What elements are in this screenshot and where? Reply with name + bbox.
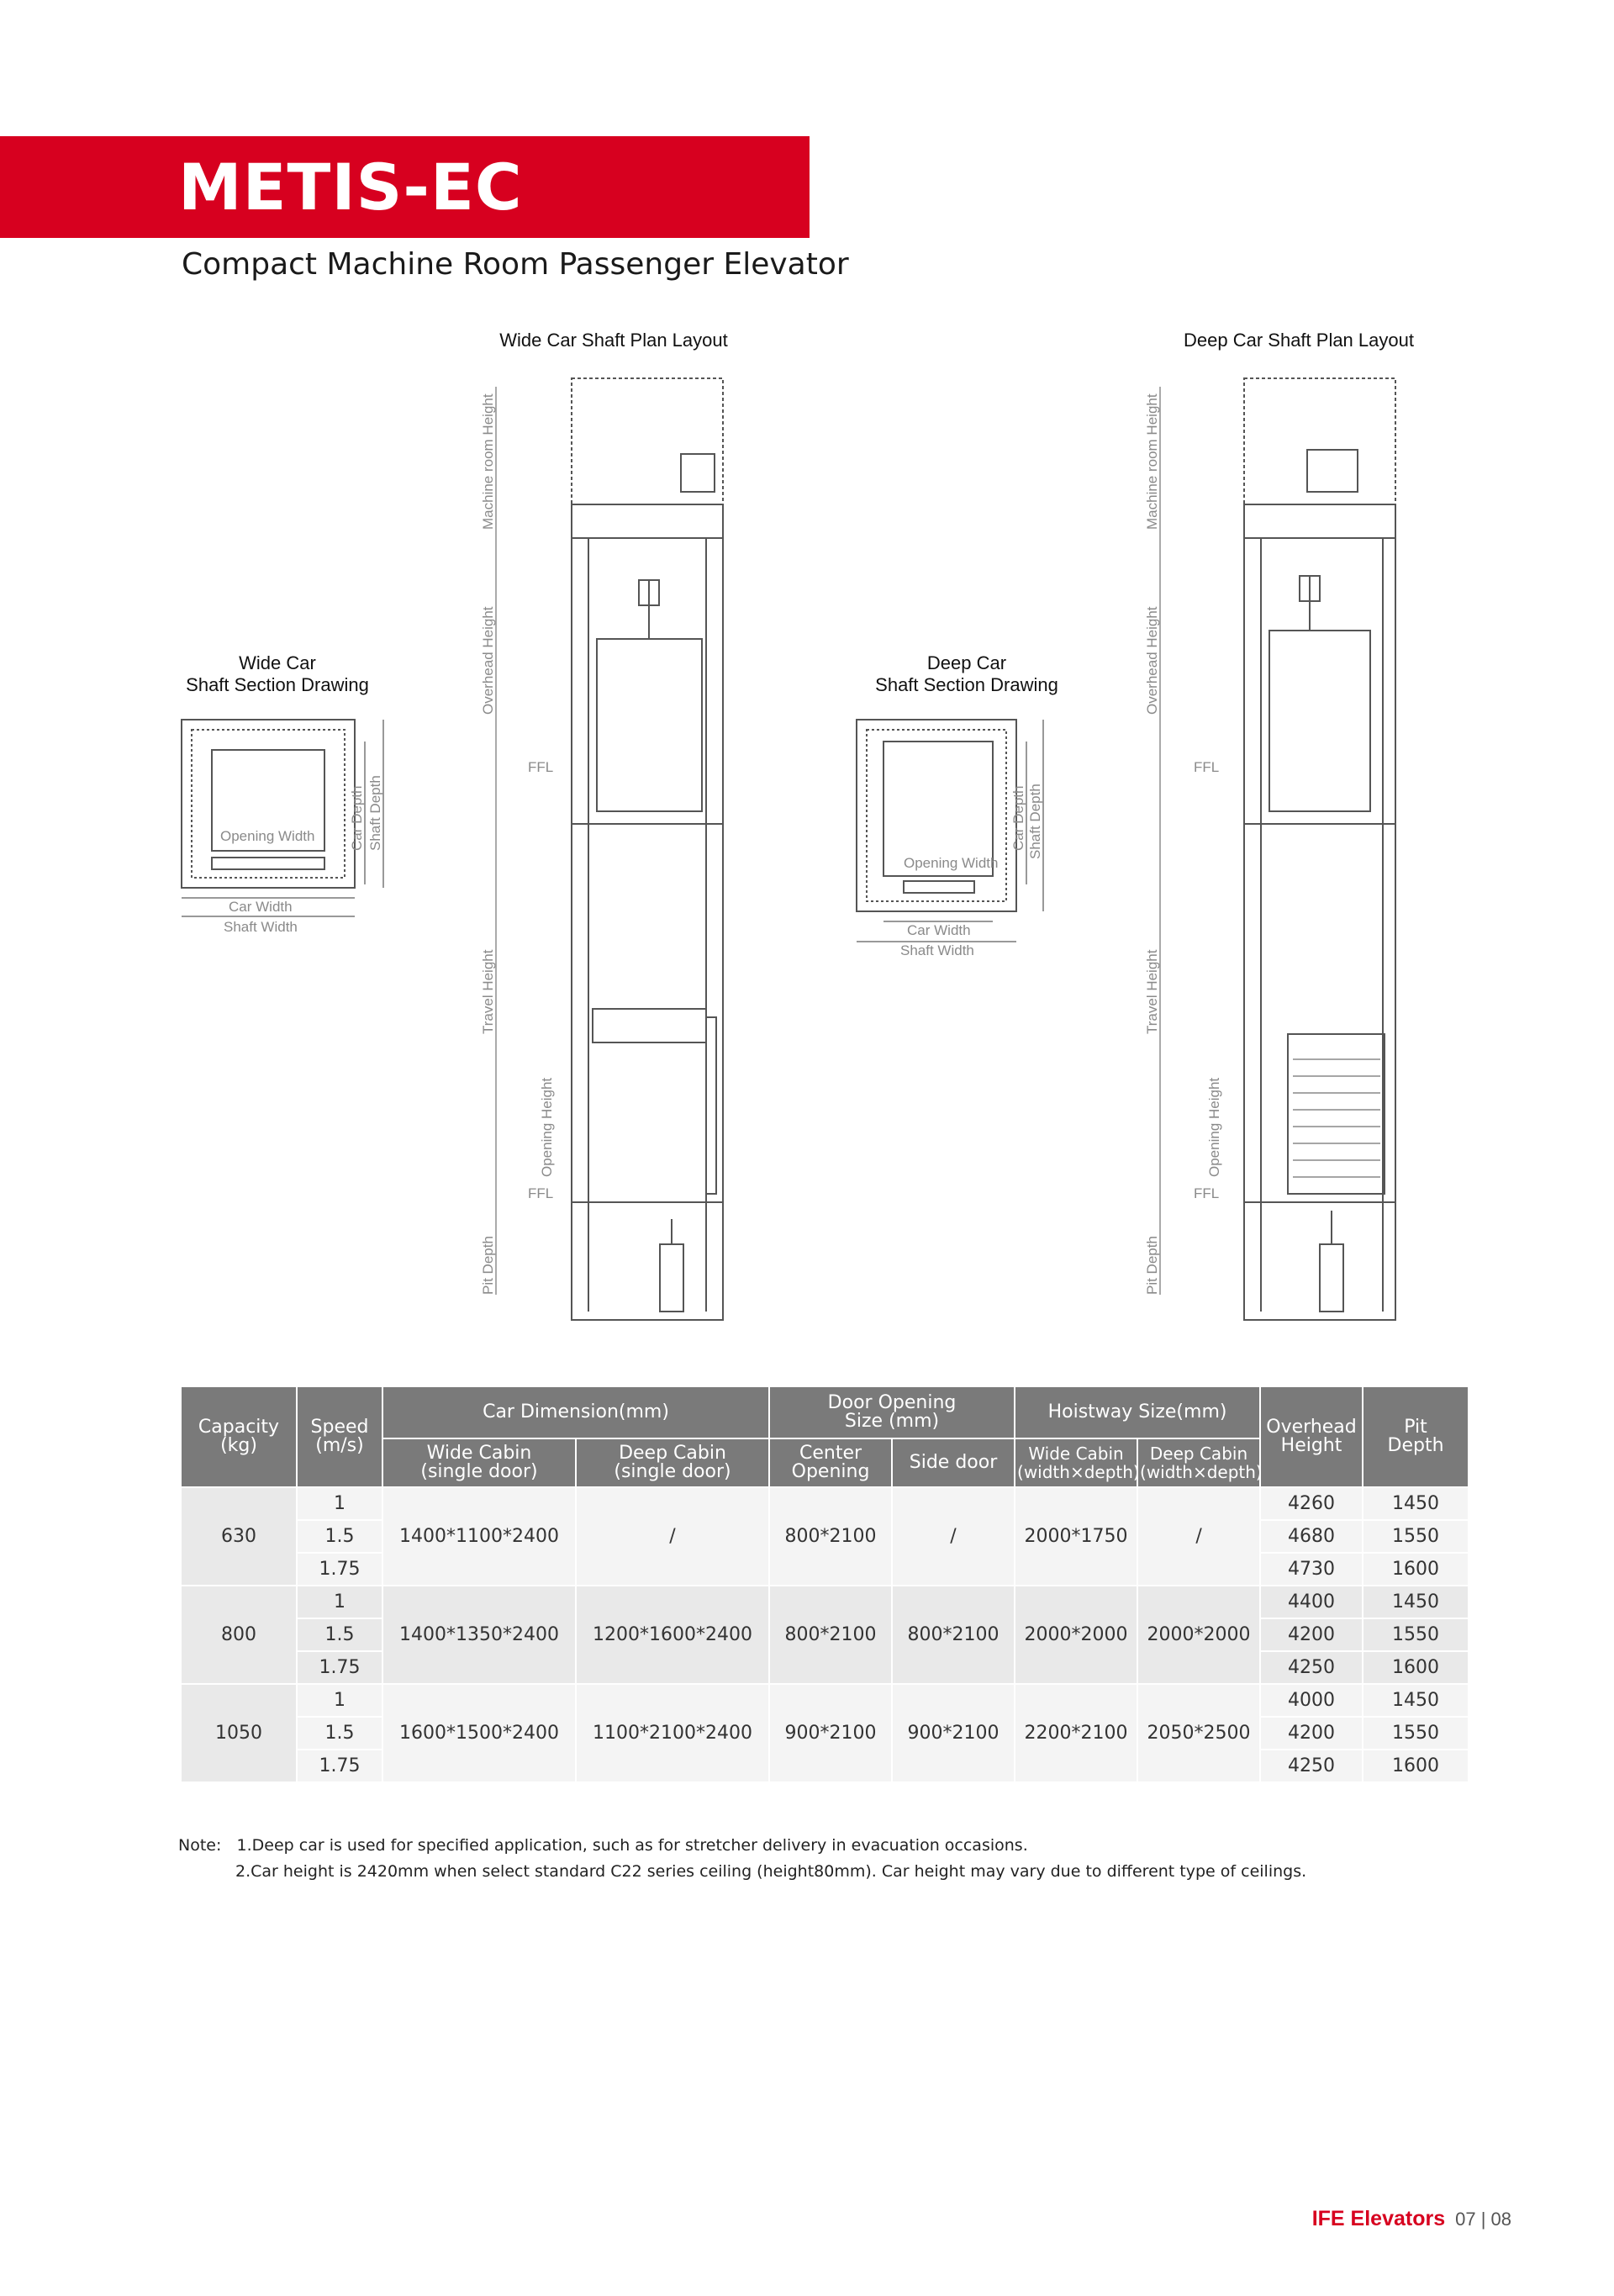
wide-ffl-lower: FFL	[528, 1185, 554, 1201]
cell-speed: 1.5	[297, 1717, 382, 1750]
cell-pit: 1600	[1363, 1651, 1469, 1684]
cell-side-door: /	[892, 1487, 1015, 1586]
cell-side-door: 800*2100	[892, 1586, 1015, 1684]
cell-overhead: 4000	[1260, 1684, 1363, 1717]
wide-car-shaft-section-drawing	[177, 716, 412, 937]
cell-wide-cabin: 1600*1500*2400	[382, 1684, 576, 1782]
deep-car-width-label: Car Width	[907, 922, 971, 938]
cell-deep-cabin: 1100*2100*2400	[576, 1684, 769, 1782]
title-band	[0, 136, 810, 238]
cell-pit: 1450	[1363, 1487, 1469, 1520]
footer-brand: IFE Elevators	[1311, 2207, 1446, 2230]
wide-car-shaft-plan-drawing	[479, 370, 731, 1328]
cell-center-opening: 900*2100	[769, 1684, 892, 1782]
th-wide-cabin-single: Wide Cabin (single door)	[382, 1438, 576, 1487]
cell-pit: 1600	[1363, 1750, 1469, 1782]
deep-opening-height-label: Opening Height	[1206, 1077, 1222, 1177]
page-numbers: 07 | 08	[1455, 2209, 1511, 2230]
th-side-door: Side door	[892, 1438, 1015, 1487]
table-row	[181, 1487, 1469, 1520]
deep-ffl-upper: FFL	[1194, 759, 1220, 775]
cell-hoist-deep: /	[1137, 1487, 1260, 1586]
wide-machine-room-label: Machine room Height	[480, 393, 496, 530]
cell-capacity: 630	[181, 1487, 297, 1586]
note-2-text: 2.Car height is 2420mm when select standard C22 series ceiling (height80mm). Car height may vary due to different type of ceilings.	[235, 1862, 1307, 1881]
th-door-opening: Door Opening Size (mm)	[769, 1386, 1015, 1438]
cell-hoist-deep: 2000*2000	[1137, 1586, 1260, 1684]
th-deep-cabin-single: Deep Cabin (single door)	[576, 1438, 769, 1487]
cell-deep-cabin: 1200*1600*2400	[576, 1586, 769, 1684]
product-subtitle: Compact Machine Room Passenger Elevator	[182, 247, 849, 282]
cell-hoist-wide: 2200*2100	[1015, 1684, 1137, 1782]
wide-section-caption	[151, 652, 404, 696]
cell-pit: 1450	[1363, 1684, 1469, 1717]
note-1-text: 1.Deep car is used for specified application, such as for stretcher delivery in evacuation occasions.	[236, 1836, 1028, 1855]
cell-side-door: 900*2100	[892, 1684, 1015, 1782]
deep-section-caption-line2: Shaft Section Drawing	[875, 674, 1058, 695]
cell-hoist-wide: 2000*2000	[1015, 1586, 1137, 1684]
cell-overhead: 4200	[1260, 1618, 1363, 1651]
cell-overhead: 4250	[1260, 1750, 1363, 1782]
table-row	[181, 1586, 1469, 1618]
cell-overhead: 4400	[1260, 1586, 1363, 1618]
deep-plan-caption: Deep Car Shaft Plan Layout	[1184, 330, 1414, 351]
wide-travel-label: Travel Height	[480, 949, 496, 1034]
cell-pit: 1450	[1363, 1586, 1469, 1618]
deep-machine-room-label: Machine room Height	[1144, 393, 1160, 530]
spec-table	[180, 1386, 1469, 1783]
cell-capacity: 800	[181, 1586, 297, 1684]
cell-speed: 1	[297, 1487, 382, 1520]
cell-pit: 1550	[1363, 1618, 1469, 1651]
note-2	[178, 1859, 1306, 1885]
wide-car-width-label: Car Width	[229, 899, 293, 915]
deep-shaft-depth-label: Shaft Depth	[1027, 784, 1043, 859]
cell-wide-cabin: 1400*1100*2400	[382, 1487, 576, 1586]
footer	[1312, 2207, 1511, 2231]
deep-travel-label: Travel Height	[1144, 949, 1160, 1034]
wide-shaft-depth-label: Shaft Depth	[367, 775, 383, 851]
product-title: METIS-EC	[178, 150, 523, 224]
cell-speed: 1.75	[297, 1750, 382, 1782]
deep-car-depth-label: Car Depth	[1010, 785, 1026, 851]
wide-pit-depth-label: Pit Depth	[480, 1236, 496, 1295]
th-pit: Pit Depth	[1363, 1386, 1469, 1487]
deep-car-shaft-plan-drawing	[1143, 370, 1412, 1328]
cell-pit: 1550	[1363, 1717, 1469, 1750]
deep-section-caption	[841, 652, 1093, 696]
cell-hoist-wide: 2000*1750	[1015, 1487, 1137, 1586]
cell-wide-cabin: 1400*1350*2400	[382, 1586, 576, 1684]
cell-pit: 1550	[1363, 1520, 1469, 1553]
th-car-dimension: Car Dimension(mm)	[382, 1386, 769, 1438]
cell-overhead: 4260	[1260, 1487, 1363, 1520]
note-label: Note:	[178, 1836, 222, 1855]
notes	[178, 1833, 1306, 1885]
wide-ffl-upper: FFL	[528, 759, 554, 775]
deep-car-shaft-section-drawing	[853, 716, 1080, 960]
th-overhead: Overhead Height	[1260, 1386, 1363, 1487]
cell-capacity: 1050	[181, 1684, 297, 1782]
cell-overhead: 4680	[1260, 1520, 1363, 1553]
wide-opening-width-label: Opening Width	[220, 828, 315, 844]
wide-plan-caption: Wide Car Shaft Plan Layout	[499, 330, 728, 351]
cell-deep-cabin: /	[576, 1487, 769, 1586]
th-hoistway: Hoistway Size(mm)	[1015, 1386, 1260, 1438]
deep-pit-depth-label: Pit Depth	[1144, 1236, 1160, 1295]
table-row	[181, 1684, 1469, 1717]
th-hoist-wide-cabin: Wide Cabin (width×depth)	[1015, 1438, 1137, 1487]
cell-speed: 1	[297, 1586, 382, 1618]
cell-speed: 1.75	[297, 1553, 382, 1586]
cell-speed: 1.5	[297, 1618, 382, 1651]
wide-opening-height-label: Opening Height	[539, 1077, 555, 1177]
cell-center-opening: 800*2100	[769, 1586, 892, 1684]
wide-section-caption-line1: Wide Car	[239, 652, 316, 673]
cell-overhead: 4730	[1260, 1553, 1363, 1586]
th-center-opening: Center Opening	[769, 1438, 892, 1487]
cell-hoist-deep: 2050*2500	[1137, 1684, 1260, 1782]
cell-overhead: 4250	[1260, 1651, 1363, 1684]
wide-shaft-width-label: Shaft Width	[224, 919, 298, 935]
cell-pit: 1600	[1363, 1553, 1469, 1586]
cell-overhead: 4200	[1260, 1717, 1363, 1750]
deep-overhead-label: Overhead Height	[1144, 606, 1160, 715]
cell-center-opening: 800*2100	[769, 1487, 892, 1586]
cell-speed: 1.75	[297, 1651, 382, 1684]
deep-ffl-lower: FFL	[1194, 1185, 1220, 1201]
deep-opening-width-label: Opening Width	[904, 855, 999, 871]
note-1	[178, 1833, 1306, 1859]
wide-section-caption-line2: Shaft Section Drawing	[186, 674, 369, 695]
deep-section-caption-line1: Deep Car	[926, 652, 1007, 673]
wide-overhead-label: Overhead Height	[480, 606, 496, 715]
th-hoist-deep-cabin: Deep Cabin (width×depth)	[1137, 1438, 1260, 1487]
table-header-row-1	[181, 1386, 1469, 1438]
cell-speed: 1	[297, 1684, 382, 1717]
cell-speed: 1.5	[297, 1520, 382, 1553]
wide-car-depth-label: Car Depth	[349, 785, 365, 851]
th-capacity: Capacity (kg)	[181, 1386, 297, 1487]
deep-shaft-width-label: Shaft Width	[900, 942, 974, 958]
th-speed: Speed (m/s)	[297, 1386, 382, 1487]
